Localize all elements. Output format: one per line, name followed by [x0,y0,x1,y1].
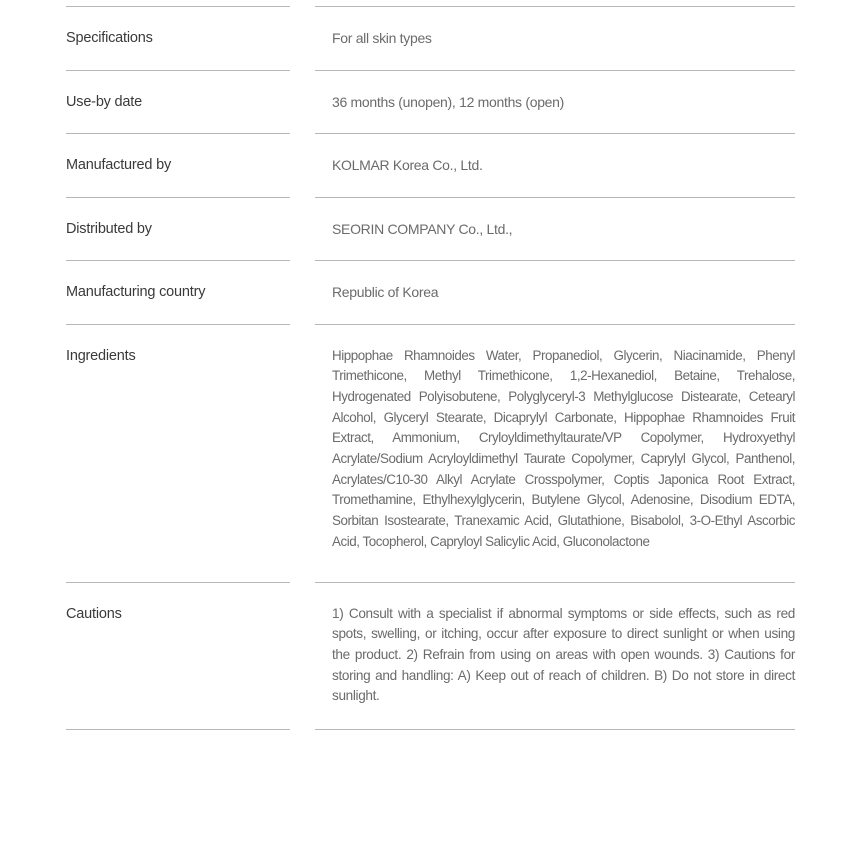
spec-label: Manufactured by [66,157,172,173]
spec-value-cell [315,197,795,261]
spec-label-cell [66,197,290,261]
spec-row-distributed-by [66,197,795,261]
spec-label-cell [66,324,290,582]
spec-row-ingredients [66,324,795,582]
spec-value: SEORIN COMPANY Co., Ltd., [332,220,513,237]
spec-label-cell [66,6,290,70]
spec-label: Manufacturing country [66,284,206,300]
spec-value-cell [315,6,795,70]
spec-row-specifications [66,6,795,70]
spec-label: Ingredients [66,347,136,364]
spec-value: KOLMAR Korea Co., Ltd. [332,157,483,173]
spec-label-cell [66,133,290,197]
spec-row-manufactured-by [66,133,795,197]
spec-value-cell [315,582,795,730]
product-spec-table [66,6,795,730]
spec-value: For all skin types [332,30,432,46]
spec-value-cell [315,70,795,134]
spec-value-cell [315,324,795,582]
spec-label: Use-by date [66,93,142,110]
cautions-text: 1) Consult with a specialist if abnormal symptoms or side effects, such as red spots, swelling, or itching, occur after exposure to direct sunlight or when using the product. 2) Refrain from using on areas with open wounds. 3) Cautions for storing and handling: A) Keep out of reach of children. B) Do not store in direct sunlight. [332,605,795,704]
spec-label-cell [66,70,290,134]
spec-label: Specifications [66,30,153,46]
spec-value-cell [315,260,795,324]
spec-label-cell [66,260,290,324]
spec-row-cautions [66,582,795,730]
spec-label: Distributed by [66,220,152,237]
ingredients-list: Hippophae Rhamnoides Water, Propanediol, Glycerin, Niacinamide, Phenyl Trimethicone, Methyl Trimethicone, 1,2-Hexanediol, Betaine, Trehalose, Hydrogenated Polyisobutene, Polyglyceryl-3 Methylglucose Distearate, Cetearyl Alcohol, Glyceryl Stearate, Dicaprylyl Carbonate, Hippophae Rhamnoides Fruit Extract, Ammonium, Cryloyldimethyltaurate/VP Copolymer, Hydroxyethyl Acrylate/Sodium Acryloyldimethyl Taurate Copolymer, Caprylyl Glycol, Panthenol, Acrylates/C10-30 Alkyl Acrylate Crosspolymer, Coptis Japonica Root Extract, Tromethamine, Ethylhexylglycerin, Butylene Glycol, Adenosine, Disodium EDTA, Sorbitan Isostearate, Tranexamic Acid, Glutathione, Bisabolol, 3-O-Ethyl Ascorbic Acid, Tocopherol, Capryloyl Salicylic Acid, Gluconolactone [332,347,795,549]
spec-label-cell [66,582,290,730]
spec-label: Cautions [66,605,122,622]
spec-value: Republic of Korea [332,284,439,300]
spec-row-use-by-date [66,70,795,134]
spec-value-cell [315,133,795,197]
spec-row-manufacturing-country [66,260,795,324]
spec-value: 36 months (unopen), 12 months (open) [332,93,565,110]
